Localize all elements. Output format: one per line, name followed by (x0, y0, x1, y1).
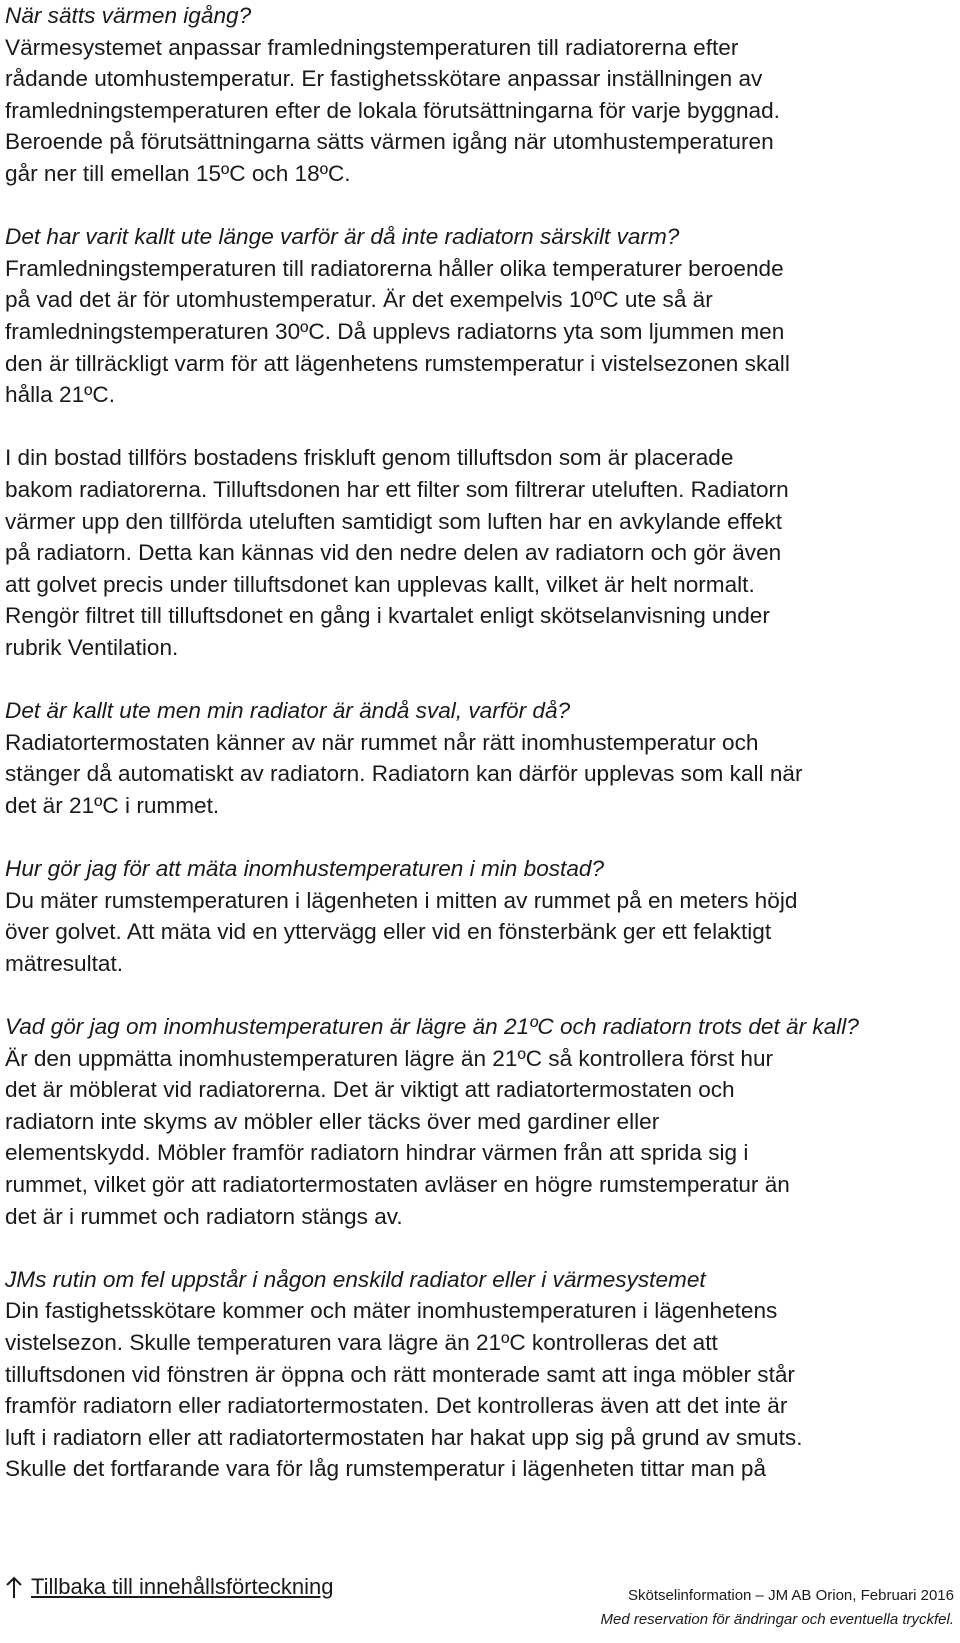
paragraph-line: mätresultat. (5, 950, 124, 976)
section-when-heat-starts (5, 0, 955, 190)
spacer (5, 821, 955, 853)
paragraph-line: över golvet. Att mäta vid en yttervägg eller vid en fönsterbänk ger ett felaktigt (5, 919, 772, 945)
up-arrow-icon (5, 1575, 23, 1599)
paragraph-line: värmer upp den tillförda uteluften samtidigt som luften har en avkylande effekt (5, 508, 782, 534)
paragraph-line: radiatorn inte skyms av möbler eller täcks över med gardiner eller (5, 1108, 660, 1134)
paragraph-line: Rengör filtret till tilluftsdonet en gång i kvartalet enligt skötselanvisning under (5, 603, 770, 629)
section-measure-temperature (5, 853, 955, 979)
section-low-temperature (5, 1011, 955, 1232)
paragraph-line: det är 21ºC i rummet. (5, 792, 220, 818)
paragraph-line: tilluftsdonen vid fönstren är öppna och rätt monterade samt att inga möbler står (5, 1361, 795, 1387)
spacer (5, 1232, 955, 1264)
footer-info-block (600, 1584, 954, 1632)
spacer (5, 979, 955, 1011)
paragraph-line: elementskydd. Möbler framför radiatorn hindrar värmen från att sprida sig i (5, 1140, 749, 1166)
paragraph-line: framledningstemperaturen 30ºC. Då upplevs radiatorns yta som ljummen men (5, 318, 785, 344)
section-jm-routine (5, 1264, 955, 1485)
paragraph-line: Värmesystemet anpassar framledningstemperaturen till radiatorerna efter (5, 34, 739, 60)
document-body (5, 0, 955, 1485)
spacer (5, 411, 955, 443)
section-heading: Hur gör jag för att mäta inomhustemperaturen i min bostad? (5, 856, 605, 882)
section-heading: Det är kallt ute men min radiator är ändå sval, varför då? (5, 698, 571, 724)
paragraph-line: framför radiatorn eller radiatortermostaten. Det kontrolleras även att det inte är (5, 1393, 788, 1419)
paragraph-line: framledningstemperaturen efter de lokala förutsättningarna för varje byggnad. (5, 97, 780, 123)
spacer (5, 190, 955, 222)
section-radiator-not-warm (5, 221, 955, 411)
paragraph-line: Du mäter rumstemperaturen i lägenheten i mitten av rummet på en meters höjd (5, 887, 798, 913)
paragraph-line: rummet, vilket gör att radiatortermostaten avläser en högre rumstemperatur än (5, 1171, 790, 1197)
paragraph-line: den är tillräckligt varm för att lägenhetens rumstemperatur i vistelsezonen skall (5, 350, 790, 376)
section-supply-air (5, 442, 955, 663)
paragraph-line: rådande utomhustemperatur. Er fastighetsskötare anpassar inställningen av (5, 66, 763, 92)
paragraph-line: rubrik Ventilation. (5, 634, 179, 660)
paragraph-line: Din fastighetsskötare kommer och mäter inomhustemperaturen i lägenhetens (5, 1298, 778, 1324)
paragraph-line: stänger då automatiskt av radiatorn. Radiatorn kan därför upplevas som kall när (5, 761, 803, 787)
section-heading: När sätts värmen igång? (5, 3, 252, 28)
paragraph-line: det är möblerat vid radiatorerna. Det är viktigt att radiatortermostaten och (5, 1077, 735, 1103)
paragraph-line: går ner till emellan 15ºC och 18ºC. (5, 160, 351, 186)
paragraph-line: Beroende på förutsättningarna sätts värmen igång när utomhustemperaturen (5, 129, 774, 155)
paragraph-line: Är den uppmätta inomhustemperaturen lägre än 21ºC så kontrollera först hur (5, 1045, 774, 1071)
paragraph-line: vistelsezon. Skulle temperaturen vara lägre än 21ºC kontrolleras det att (5, 1329, 718, 1355)
footer-disclaimer: Med reservation för ändringar och eventuella tryckfel. (600, 1611, 954, 1628)
back-to-toc-link[interactable] (5, 1574, 333, 1600)
paragraph-line: I din bostad tillförs bostadens friskluft genom tilluftsdon som är placerade (5, 445, 734, 471)
paragraph-line: Skulle det fortfarande vara för låg rumstemperatur i lägenheten tittar man på (5, 1456, 767, 1482)
paragraph-line: hålla 21ºC. (5, 382, 115, 408)
paragraph-line: bakom radiatorerna. Tilluftsdonen har ett filter som filtrerar uteluften. Radiatorn (5, 476, 789, 502)
paragraph-line: Framledningstemperaturen till radiatorerna håller olika temperaturer beroende (5, 255, 784, 281)
footer-info: Skötselinformation – JM AB Orion, Februari 2016 (628, 1587, 954, 1604)
section-heading: Vad gör jag om inomhustemperaturen är lägre än 21ºC och radiatorn trots det är kall? (5, 1014, 859, 1039)
paragraph-line: att golvet precis under tilluftsdonet kan upplevas kallt, vilket är helt normalt. (5, 571, 755, 597)
paragraph-line: på radiatorn. Detta kan kännas vid den nedre delen av radiatorn och gör även (5, 540, 782, 566)
section-radiator-cool (5, 695, 955, 821)
back-to-toc-label[interactable]: Tillbaka till innehållsförteckning (31, 1574, 334, 1599)
section-heading: JMs rutin om fel uppstår i någon enskild radiator eller i värmesystemet (5, 1266, 706, 1292)
section-heading: Det har varit kallt ute länge varför är då inte radiatorn särskilt varm? (5, 224, 680, 250)
paragraph-line: det är i rummet och radiatorn stängs av. (5, 1203, 403, 1229)
paragraph-line: på vad det är för utomhustemperatur. Är det exempelvis 10ºC ute så är (5, 287, 713, 313)
paragraph-line: luft i radiatorn eller att radiatortermostaten har hakat upp sig på grund av smuts. (5, 1424, 803, 1450)
spacer (5, 663, 955, 695)
paragraph-line: Radiatortermostaten känner av när rummet når rätt inomhustemperatur och (5, 729, 759, 755)
